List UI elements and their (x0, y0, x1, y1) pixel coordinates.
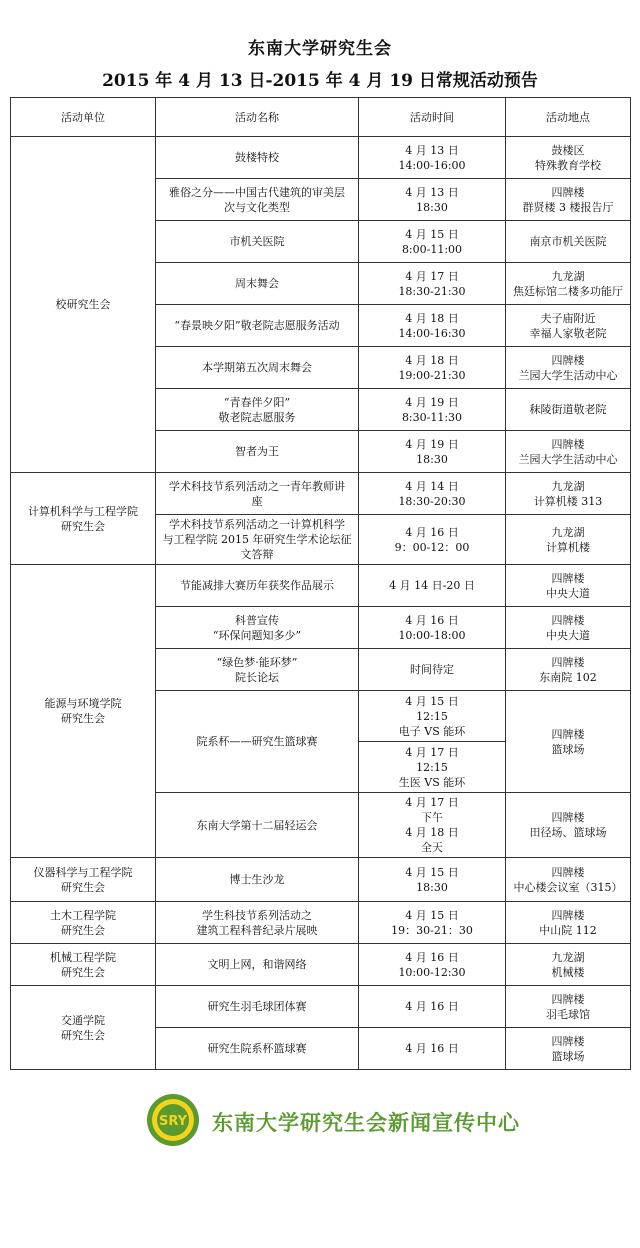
unit-cell: 交通学院 研究生会 (11, 986, 156, 1070)
col-header-place: 活动地点 (506, 98, 631, 137)
activity-time: 4 月 14 日 18:30-20:30 (359, 473, 506, 515)
activity-name: 市机关医院 (156, 221, 359, 263)
activity-time: 4 月 16 日 10:00-18:00 (359, 607, 506, 649)
activity-name: 科普宣传 “环保问题知多少” (156, 607, 359, 649)
activity-time: 4 月 13 日 14:00-16:00 (359, 137, 506, 179)
activity-time: 4 月 17 日 18:30-21:30 (359, 263, 506, 305)
activity-time: 4 月 19 日 18:30 (359, 431, 506, 473)
footer (146, 1093, 566, 1149)
activity-place: 九龙湖 计算机楼 (506, 515, 631, 565)
activity-place: 四牌楼 篮球场 (506, 691, 631, 793)
table-row (11, 473, 631, 515)
activity-time: 4 月 18 日 19:00-21:30 (359, 347, 506, 389)
table-row (11, 902, 631, 944)
activity-name: 博士生沙龙 (156, 858, 359, 902)
activity-name: 学术科技节系列活动之一计算机科学 与工程学院 2015 年研究生学术论坛征 文答辩 (156, 515, 359, 565)
activity-place: 四牌楼 兰园大学生活动中心 (506, 431, 631, 473)
activity-place: 鼓楼区 特殊教育学校 (506, 137, 631, 179)
activity-place: 四牌楼 中山院 112 (506, 902, 631, 944)
activity-place: 四牌楼 群贤楼 3 楼报告厅 (506, 179, 631, 221)
activity-name: 鼓楼特校 (156, 137, 359, 179)
activity-name: 雅俗之分——中国古代建筑的审美层 次与文化类型 (156, 179, 359, 221)
activity-place: 四牌楼 篮球场 (506, 1028, 631, 1070)
srf-logo-icon (146, 1093, 200, 1147)
unit-cell: 仪器科学与工程学院 研究生会 (11, 858, 156, 902)
logo-text: SRY (158, 1114, 188, 1129)
activity-time: 4 月 16 日 (359, 1028, 506, 1070)
activity-time: 4 月 17 日 下午 4 月 18 日 全天 (359, 793, 506, 858)
activity-time: 4 月 16 日 (359, 986, 506, 1028)
footer-org-name: 东南大学研究生会新闻宣传中心 (212, 1111, 520, 1135)
activity-place: 九龙湖 计算机楼 313 (506, 473, 631, 515)
page-subtitle: 2015 年 4 月 13 日-2015 年 4 月 19 日常规活动预告 (102, 71, 538, 91)
activity-time: 4 月 15 日 8:00-11:00 (359, 221, 506, 263)
activity-time: 4 月 14 日-20 日 (359, 565, 506, 607)
activity-place: 秣陵街道敬老院 (506, 389, 631, 431)
unit-cell: 能源与环境学院 研究生会 (11, 565, 156, 858)
col-header-time: 活动时间 (359, 98, 506, 137)
activity-place: 四牌楼 羽毛球馆 (506, 986, 631, 1028)
activity-time: 4 月 18 日 14:00-16:30 (359, 305, 506, 347)
activity-place: 南京市机关医院 (506, 221, 631, 263)
activity-time: 4 月 15 日 12:15 电子 VS 能环 (359, 691, 506, 742)
unit-cell: 土木工程学院 研究生会 (11, 902, 156, 944)
activity-time: 4 月 16 日 9：00-12：00 (359, 515, 506, 565)
activity-place: 四牌楼 中心楼会议室（315） (506, 858, 631, 902)
activity-name: 研究生羽毛球团体赛 (156, 986, 359, 1028)
activity-name: “春景映夕阳”敬老院志愿服务活动 (156, 305, 359, 347)
activity-name: 学术科技节系列活动之一青年教师讲 座 (156, 473, 359, 515)
activity-place: 四牌楼 东南院 102 (506, 649, 631, 691)
table-row (11, 944, 631, 986)
table-row (11, 137, 631, 179)
activity-time: 4 月 16 日 10:00-12:30 (359, 944, 506, 986)
activity-name: 节能减排大赛历年获奖作品展示 (156, 565, 359, 607)
unit-cell: 机械工程学院 研究生会 (11, 944, 156, 986)
activity-name: 文明上网，和谐网络 (156, 944, 359, 986)
activity-name: 研究生院系杯篮球赛 (156, 1028, 359, 1070)
activity-time: 4 月 13 日 18:30 (359, 179, 506, 221)
col-header-name: 活动名称 (156, 98, 359, 137)
activity-time: 4 月 17 日 12:15 生医 VS 能环 (359, 742, 506, 793)
activity-place: 四牌楼 中央大道 (506, 607, 631, 649)
page-title: 东南大学研究生会 (248, 39, 392, 59)
unit-cell: 计算机科学与工程学院 研究生会 (11, 473, 156, 565)
table-row (11, 858, 631, 902)
activity-time: 时间待定 (359, 649, 506, 691)
activity-name: “青春伴夕阳” 敬老院志愿服务 (156, 389, 359, 431)
col-header-unit: 活动单位 (11, 98, 156, 137)
table-header-row (11, 98, 631, 137)
activity-time: 4 月 15 日 18:30 (359, 858, 506, 902)
table-row (11, 986, 631, 1028)
activity-name: “绿色梦·能环梦” 院长论坛 (156, 649, 359, 691)
activity-place: 四牌楼 中央大道 (506, 565, 631, 607)
activity-place: 四牌楼 田径场、篮球场 (506, 793, 631, 858)
activity-name: 东南大学第十二届轻运会 (156, 793, 359, 858)
activity-time: 4 月 19 日 8:30-11:30 (359, 389, 506, 431)
activity-name: 学生科技节系列活动之 建筑工程科普纪录片展映 (156, 902, 359, 944)
activity-name: 周末舞会 (156, 263, 359, 305)
activity-place: 夫子庙附近 幸福人家敬老院 (506, 305, 631, 347)
unit-cell: 校研究生会 (11, 137, 156, 473)
activity-time: 4 月 15 日 19：30-21：30 (359, 902, 506, 944)
activity-place: 九龙湖 机械楼 (506, 944, 631, 986)
table-row (11, 565, 631, 607)
table-body (11, 137, 631, 1070)
activity-name: 院系杯——研究生篮球赛 (156, 691, 359, 793)
activity-name: 本学期第五次周末舞会 (156, 347, 359, 389)
activity-place: 四牌楼 兰园大学生活动中心 (506, 347, 631, 389)
activity-name: 智者为王 (156, 431, 359, 473)
activity-table (10, 97, 631, 1070)
activity-place: 九龙湖 焦廷标馆二楼多功能厅 (506, 263, 631, 305)
